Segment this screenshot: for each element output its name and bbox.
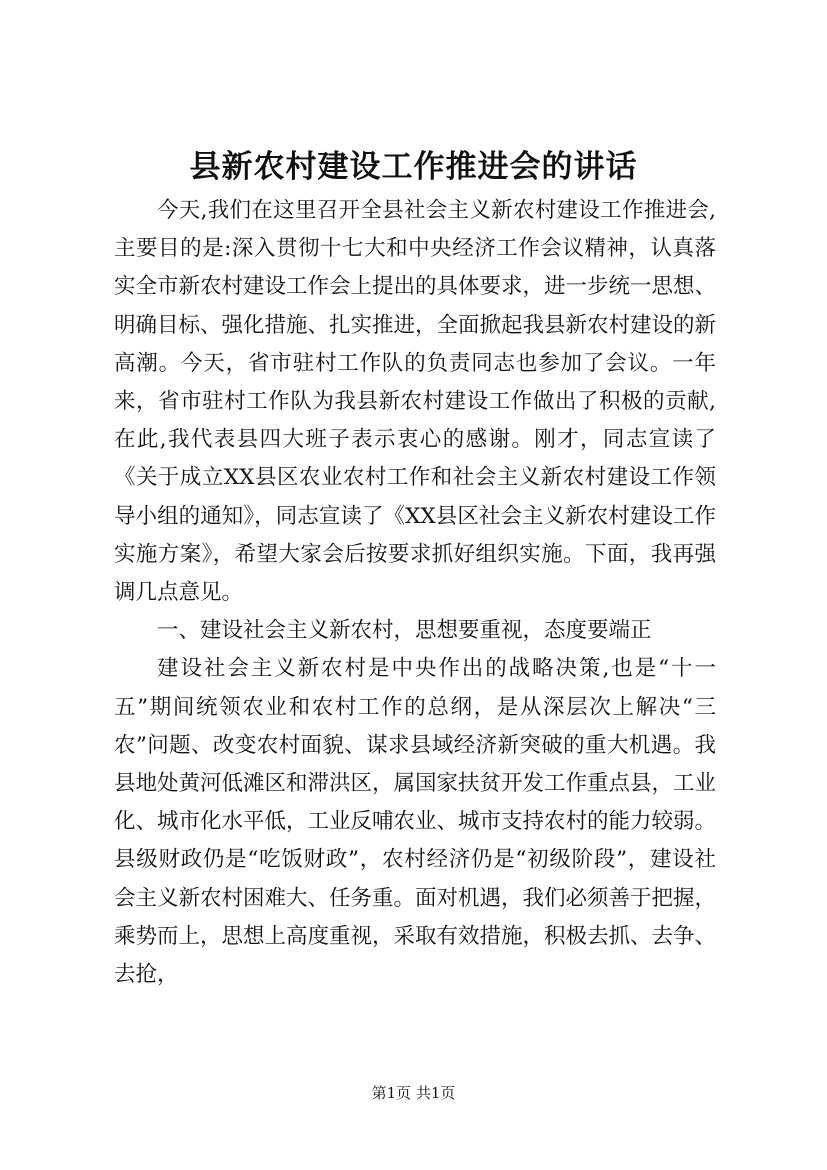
paragraph-section-1: 建设社会主义新农村是中央作出的战略决策,也是“十一五”期间统领农业和农村工作的总纲，是从深层次上解决“三农”问题、改变农村面貌、谋求县域经济新突破的重大机遇。我县地处黄河低滩区和滞洪区，属国家扶贫开发工作重点县，工业化、城市化水平低，工业反哺农业、城市支持农村的能力较弱。县级财政仍是“吃饭财政”，农村经济仍是“初级阶段”，建设社会主义新农村困难大、任务重。面对机遇，我们必须善于把握，乘势而上，思想上高度重视，采取有效措施，积极去抓、去争、去抢， <box>114 656 717 988</box>
paragraph-intro: 今天,我们在这里召开全县社会主义新农村建设工作推进会,主要目的是:深入贯彻十七大和中央经济工作会议精神，认真落实全市新农村建设工作会上提出的具体要求，进一步统一思想、明确目标、强化措施、扎实推进，全面掀起我县新农村建设的新高潮。今天，省市驻村工作队的负责同志也参加了会议。一年来，省市驻村工作队为我县新农村建设工作做出了积极的贡献,在此,我代表县四大班子表示衷心的感谢。刚才，同志宣读了《关于成立XX县区农业农村工作和社会主义新农村建设工作领导小组的通知》，同志宣读了《XX县区社会主义新农村建设工作实施方案》，希望大家会后按要求抓好组织实施。下面，我再强调几点意见。 <box>114 198 717 606</box>
document-body <box>114 192 716 994</box>
page-footer: 第1页 共1页 <box>371 1084 456 1102</box>
document-title: 县新农村建设工作推进会的讲话 <box>189 149 638 185</box>
section-heading-1: 一、建设社会主义新农村，思想要重视，态度要端正 <box>157 618 652 644</box>
